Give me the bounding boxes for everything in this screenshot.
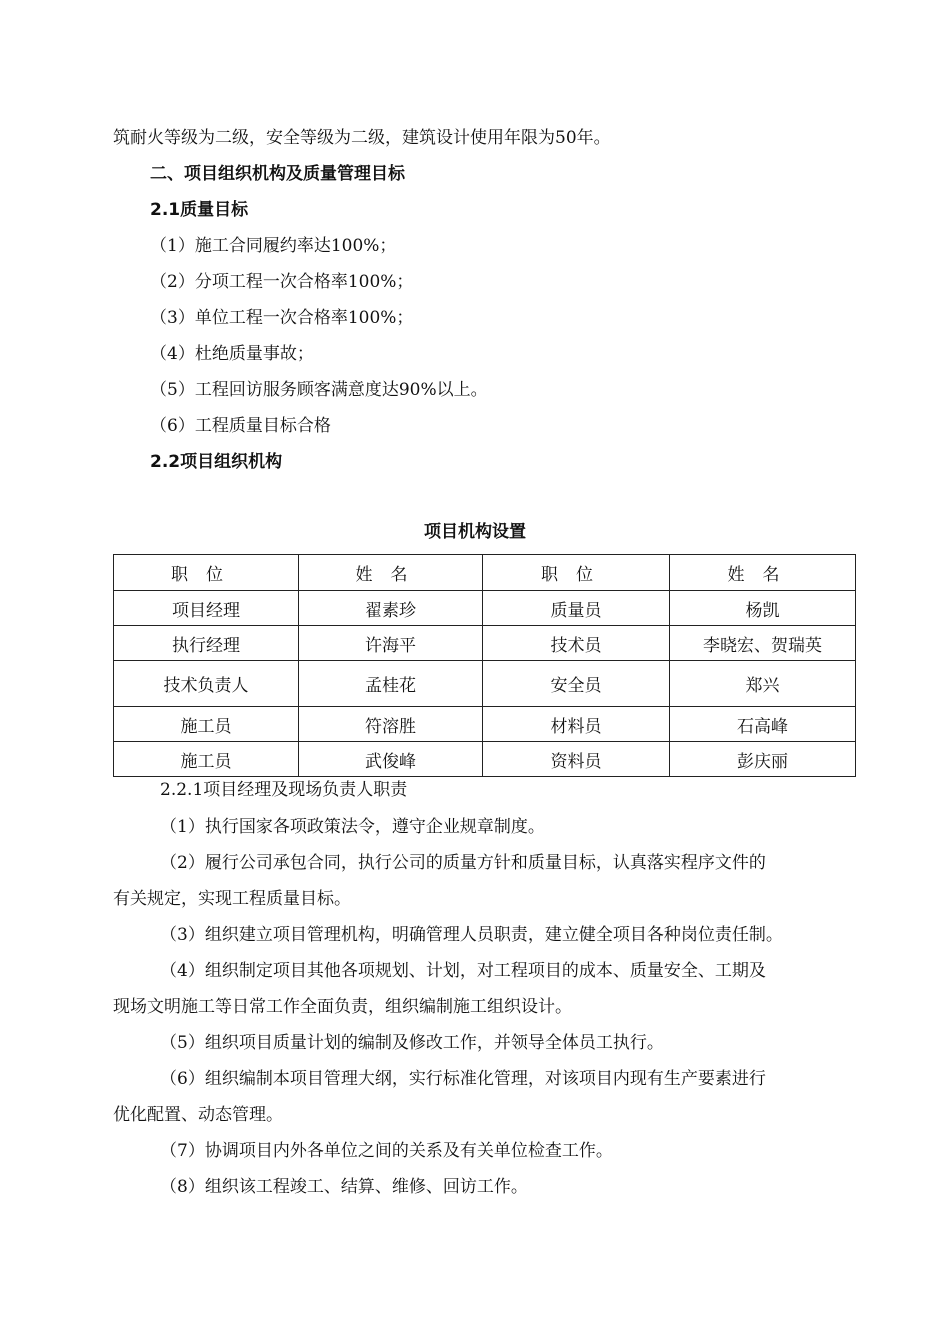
table-cell: 安全员	[483, 661, 670, 707]
table-cell: 项目经理	[114, 591, 299, 626]
duty-paragraph-line: 优化配置、动态管理。	[113, 1105, 283, 1125]
duty-paragraph-line: （2）履行公司承包合同，执行公司的质量方针和质量目标，认真落实程序文件的	[160, 853, 766, 873]
table-cell: 施工员	[114, 707, 299, 742]
duty-paragraph-line: （7）协调项目内外各单位之间的关系及有关单位检查工作。	[160, 1141, 613, 1161]
section-2-heading: 二、项目组织机构及质量管理目标	[150, 164, 405, 184]
table-row	[114, 707, 856, 742]
table-cell: 执行经理	[114, 626, 299, 661]
duty-paragraph-line: 现场文明施工等日常工作全面负责，组织编制施工组织设计。	[113, 997, 572, 1017]
table-cell: 施工员	[114, 742, 299, 777]
section-2-2-1-heading: 2.2.1项目经理及现场负责人职责	[160, 780, 408, 800]
quality-goal-item: （6）工程质量目标合格	[150, 416, 331, 436]
table-cell: 材料员	[483, 707, 670, 742]
table-cell: 孟桂花	[299, 661, 483, 707]
duty-paragraph-line: 有关规定，实现工程质量目标。	[113, 889, 351, 909]
quality-goal-item: （2）分项工程一次合格率100%；	[150, 272, 414, 292]
quality-goal-item: （5）工程回访服务顾客满意度达90%以上。	[150, 380, 488, 400]
section-2-1-heading: 2.1质量目标	[150, 200, 249, 220]
table-row	[114, 591, 856, 626]
table-cell: 杨凯	[670, 591, 856, 626]
table-row	[114, 742, 856, 777]
quality-goal-item: （1）施工合同履约率达100%；	[150, 236, 397, 256]
duty-paragraph-line: （8）组织该工程竣工、结算、维修、回访工作。	[160, 1177, 528, 1197]
table-cell: 技术负责人	[114, 661, 299, 707]
section-2-2-heading: 2.2项目组织机构	[150, 452, 283, 472]
table-row	[114, 626, 856, 661]
table-cell: 符溶胜	[299, 707, 483, 742]
quality-goal-item: （3）单位工程一次合格率100%；	[150, 308, 414, 328]
table-cell: 技术员	[483, 626, 670, 661]
header-cell: 职位	[483, 555, 670, 591]
table-cell: 质量员	[483, 591, 670, 626]
table-cell: 资料员	[483, 742, 670, 777]
duty-paragraph-line: （1）执行国家各项政策法令，遵守企业规章制度。	[160, 817, 545, 837]
duty-paragraph-line: （5）组织项目质量计划的编制及修改工作，并领导全体员工执行。	[160, 1033, 664, 1053]
table-cell: 彭庆丽	[670, 742, 856, 777]
org-structure-table	[113, 554, 856, 777]
duty-paragraph-line: （6）组织编制本项目管理大纲，实行标准化管理，对该项目内现有生产要素进行	[160, 1069, 766, 1089]
table-cell: 李晓宏、贺瑞英	[670, 626, 856, 661]
table-cell: 石高峰	[670, 707, 856, 742]
table-header-row	[114, 555, 856, 591]
table-caption: 项目机构设置	[424, 522, 526, 542]
table-cell: 郑兴	[670, 661, 856, 707]
table-row	[114, 661, 856, 707]
header-cell: 姓名	[670, 555, 856, 591]
quality-goal-item: （4）杜绝质量事故；	[150, 344, 314, 364]
intro-tail-text: 筑耐火等级为二级，安全等级为二级，建筑设计使用年限为50年。	[113, 128, 611, 148]
table-cell: 许海平	[299, 626, 483, 661]
duty-paragraph-line: （3）组织建立项目管理机构，明确管理人员职责，建立健全项目各种岗位责任制。	[160, 925, 783, 945]
header-cell: 姓名	[299, 555, 483, 591]
header-cell: 职位	[114, 555, 299, 591]
table-cell: 翟素珍	[299, 591, 483, 626]
table-cell: 武俊峰	[299, 742, 483, 777]
duty-paragraph-line: （4）组织制定项目其他各项规划、计划，对工程项目的成本、质量安全、工期及	[160, 961, 766, 981]
